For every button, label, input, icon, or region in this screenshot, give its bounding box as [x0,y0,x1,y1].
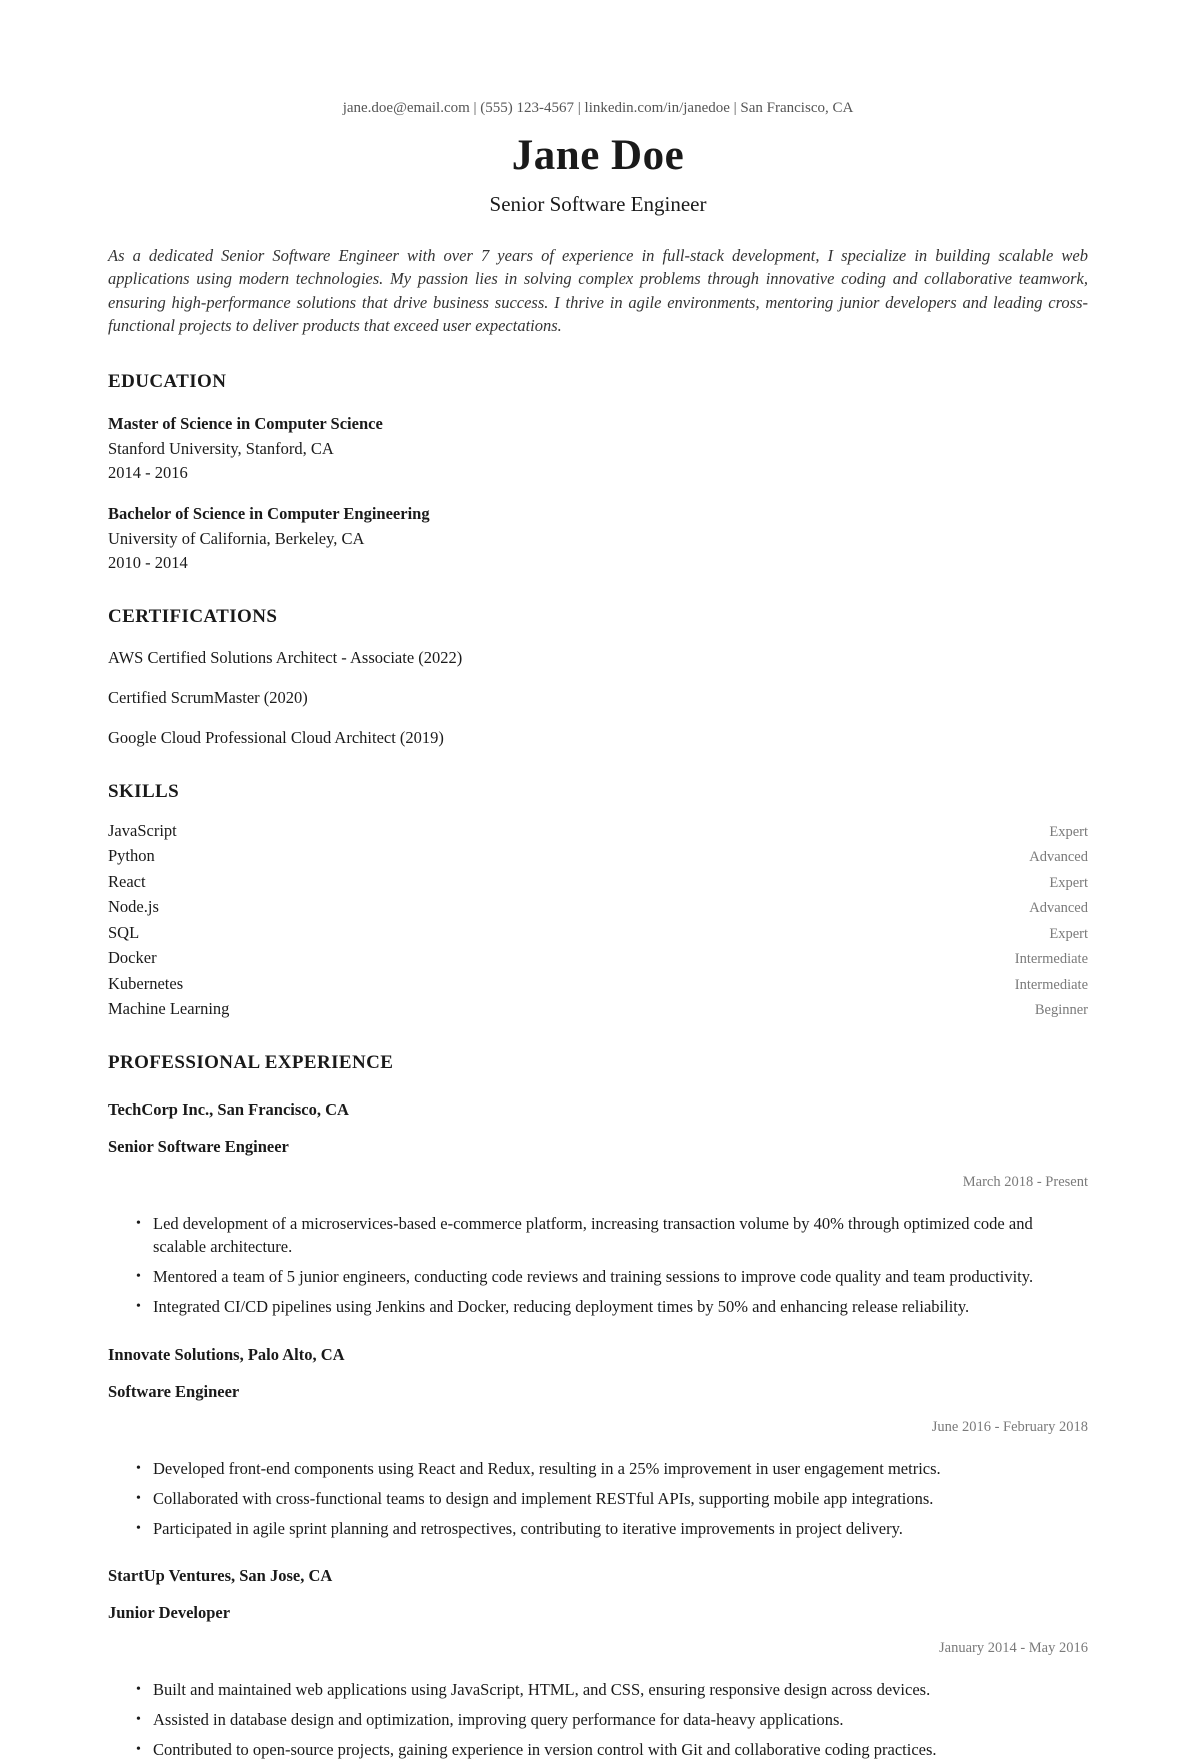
job-bullet: • Contributed to open-source projects, gaining experience in version control with Git and collaborative coding practices. [136,1738,1088,1761]
skill-row [108,846,1088,866]
skill-row [108,923,1088,943]
skill-name: SQL [108,922,140,942]
education-item [108,504,1088,573]
job-bullet: • Integrated CI/CD pipelines using Jenkins and Docker, reducing deployment times by 50% and enhancing release reliability. [136,1295,1088,1318]
education-item [108,414,1088,483]
job-bullet: • Assisted in database design and optimization, improving query performance for data-heavy applications. [136,1708,1088,1731]
job-entry [108,1345,1088,1540]
candidate-title: Senior Software Engineer [489,192,707,216]
skill-level: Beginner [1034,1002,1088,1019]
skill-name: Machine Learning [108,999,230,1019]
education-dates: 2010 - 2014 [108,552,188,572]
job-company: TechCorp Inc., San Francisco, CA [108,1100,349,1120]
skill-name: Kubernetes [108,973,184,993]
skill-row [108,872,1088,892]
skill-row [108,948,1088,968]
job-bullet-list [108,1212,1088,1318]
certifications-heading: CERTIFICATIONS [108,605,278,627]
job-bullet: • Led development of a microservices-based e-commerce platform, increasing transaction volume by 40% through optimized code and scalable architecture. [136,1212,1088,1258]
skill-level: Intermediate [1014,976,1088,993]
degree-name: Master of Science in Computer Science [108,413,383,433]
skill-level: Advanced [1029,849,1088,866]
job-company: Innovate Solutions, Palo Alto, CA [108,1344,345,1364]
job-title: Junior Developer [108,1602,231,1622]
skills-list [108,821,1088,1020]
skill-row [108,821,1088,841]
certifications-section [108,606,1088,748]
education-dates: 2014 - 2016 [108,462,188,482]
certification-item: AWS Certified Solutions Architect - Associate (2022) [108,647,463,667]
skills-heading: SKILLS [108,780,180,802]
job-dates: March 2018 - Present [962,1174,1088,1191]
skill-name: JavaScript [108,820,177,840]
certification-item: Google Cloud Professional Cloud Architect (2019) [108,727,444,747]
job-bullet: • Mentored a team of 5 junior engineers, conducting code reviews and training sessions to improve code quality and team productivity. [136,1265,1088,1288]
job-bullet: • Collaborated with cross-functional teams to design and implement RESTful APIs, supporting mobile app integrations. [136,1487,1088,1510]
skill-name: React [108,871,146,891]
job-bullet: • Developed front-end components using React and Redux, resulting in a 25% improvement in user engagement metrics. [136,1457,1088,1480]
school-name: Stanford University, Stanford, CA [108,438,334,458]
contact-info: jane.doe@email.com | (555) 123-4567 | linkedin.com/in/janedoe | San Francisco, CA [342,100,854,116]
job-bullet-list [108,1678,1088,1761]
job-bullet-list [108,1457,1088,1540]
school-name: University of California, Berkeley, CA [108,528,365,548]
job-title: Senior Software Engineer [108,1137,289,1157]
skill-level: Expert [1049,874,1088,891]
job-bullet: • Participated in agile sprint planning and retrospectives, contributing to iterative improvements in project delivery. [136,1517,1088,1540]
skill-level: Intermediate [1014,951,1088,968]
job-dates: January 2014 - May 2016 [938,1639,1088,1656]
education-section [108,371,1088,573]
certification-item: Certified ScrumMaster (2020) [108,687,308,707]
skill-row [108,974,1088,994]
skill-level: Expert [1049,925,1088,942]
professional-summary: As a dedicated Senior Software Engineer with over 7 years of experience in full-stack development, I specialize in building scalable web applications using modern technologies. My passion lies in solving complex problems through innovative coding and collaborative teamwork, ensuring high-performance solutions that drive business success. I thrive in agile environments, mentoring junior developers and leading cross-functional projects to deliver products that exceed user expectations. [108,246,1088,336]
skill-name: Docker [108,948,157,968]
skills-section [108,781,1088,1020]
education-heading: EDUCATION [108,370,227,392]
candidate-name: Jane Doe [511,132,685,179]
skill-level: Advanced [1029,900,1088,917]
job-bullet: • Built and maintained web applications using JavaScript, HTML, and CSS, ensuring responsive design across devices. [136,1678,1088,1701]
skill-name: Node.js [108,897,159,917]
job-entry [108,1566,1088,1761]
job-entry [108,1100,1088,1318]
experience-heading: PROFESSIONAL EXPERIENCE [108,1052,394,1074]
skill-level: Expert [1049,823,1088,840]
skill-name: Python [108,846,155,866]
experience-section [108,1052,1088,1761]
skill-row [108,897,1088,917]
skill-row [108,999,1088,1019]
job-title: Software Engineer [108,1381,240,1401]
job-dates: June 2016 - February 2018 [931,1418,1088,1435]
job-company: StartUp Ventures, San Jose, CA [108,1565,333,1585]
degree-name: Bachelor of Science in Computer Engineering [108,503,430,523]
